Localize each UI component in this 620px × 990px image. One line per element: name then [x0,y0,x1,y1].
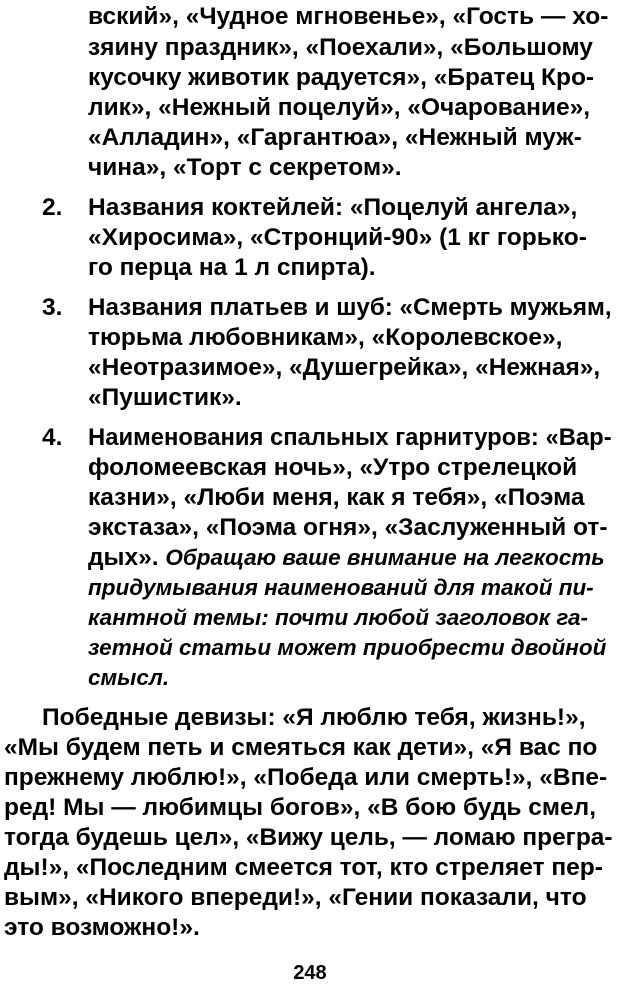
list-number: 3. [42,294,63,321]
text-line: прежнему люблю!», «Победа или смерть!», «Впе- [4,764,608,791]
text-line: вский», «Чудное мгновенье», «Гость — хо- [88,3,609,30]
text-line: «Пушистик». [88,384,242,411]
text-line: тюрьма любовникам», «Королевское», [88,324,563,351]
text-line: фоломеевская ночь», «Утро стрелецкой [88,454,578,481]
plain-text: дых». [88,544,159,571]
text-line: «Алладин», «Гаргантюа», «Нежный муж- [88,124,582,151]
list-number: 2. [42,194,63,221]
text-line [88,543,605,573]
text-line: Названия коктейлей: «Поцелуй ангела», [88,194,578,221]
text-line: чина», «Торт с секретом». [88,154,402,181]
text-line: Названия платьев и шуб: «Смерть мужьям, [88,294,612,321]
text-line: го перца на 1 л спирта). [88,254,376,281]
text-line: тогда будешь цел», «Вижу цель, — ломаю прегра- [4,824,613,851]
text-line: казни», «Люби меня, как я тебя», «Поэма [88,484,585,511]
text-line: экстаза», «Поэма огня», «Заслуженный от- [88,514,608,541]
text-line: Победные девизы: «Я люблю тебя, жизнь!», [42,704,586,731]
italic-line: зетной статьи может приобрести двойной [88,635,607,660]
page-number: 248 [293,962,327,984]
italic-text: Обращаю ваше внимание на легкость [165,545,605,570]
text-line: «Хиросима», «Стронций-90» (1 кг горько- [88,224,587,251]
text-line: зяину праздник», «Поехали», «Большому [88,34,593,61]
text-line: «Мы будем петь и смеяться как дети», «Я вас по [4,734,598,761]
text-line: лик», «Нежный поцелуй», «Очарование», [88,94,591,121]
italic-line: кантной темы: почти любой заголовок га- [88,605,589,630]
italic-line: смысл. [88,665,170,690]
text-line: это возможно!». [4,914,200,941]
text-line: ред! Мы — любимцы богов», «В бою будь смел, [4,794,597,821]
text-line: ды!», «Последним смеется тот, кто стреляет пер- [4,854,603,881]
text-line: вым», «Никого впереди!», «Гении показали, что [4,884,587,911]
italic-line: придумывания наименований для такой пи- [88,575,594,600]
text-line: кусочку животик радуется», «Братец Кро- [88,64,595,91]
text-line: «Неотразимое», «Душегрейка», «Нежная», [88,354,601,381]
text-line: Наименования спальных гарнитуров: «Вар- [88,424,612,451]
list-number: 4. [42,424,63,451]
